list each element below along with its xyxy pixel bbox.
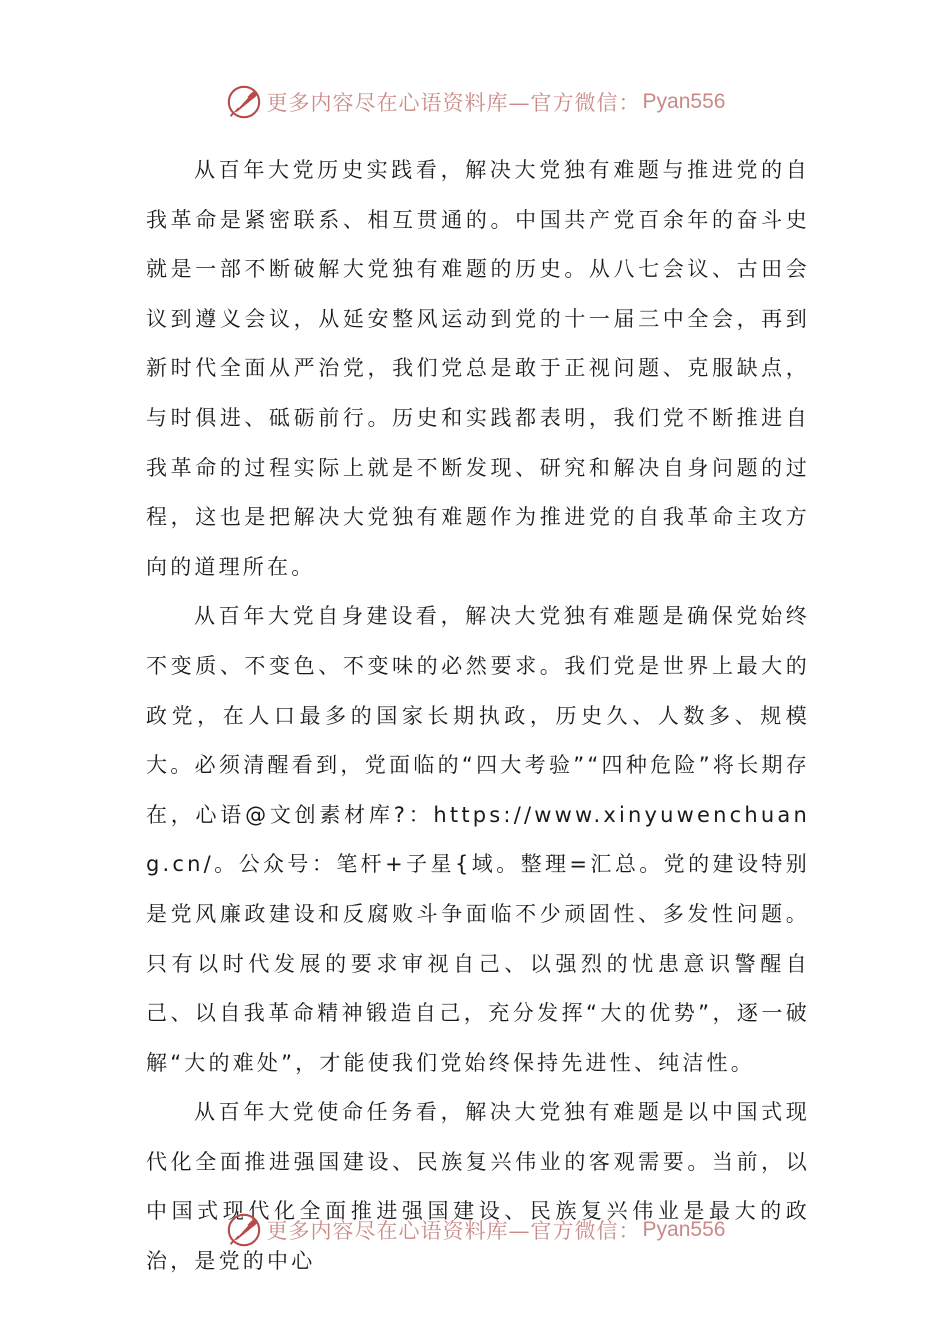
quill-logo-icon [225,83,263,121]
document-body [146,146,810,1287]
header-text: 更多内容尽在心语资料库—官方微信： [266,91,641,115]
footer-text: 更多内容尽在心语资料库—官方微信： [266,1219,641,1243]
paragraph-3: 从百年大党使命任务看，解决大党独有难题是以中国式现代化全面推进强国建设、民族复兴伟业的客观需要。当前，以中国式现代化全面推进强国建设、民族复兴伟业是最大的政治，是党的中心 [146,1100,810,1274]
paragraph-1: 从百年大党历史实践看，解决大党独有难题与推进党的自我革命是紧密联系、相互贯通的。中国共产党百余年的奋斗史就是一部不断破解大党独有难题的历史。从八七会议、古田会议到遵义会议，从延安整风运动到党的十一届三中全会，再到新时代全面从严治党，我们党总是敢于正视问题、克服缺点，与时俱进、砥砺前行。历史和实践都表明，我们党不断推进自我革命的过程实际上就是不断发现、研究和解决自身问题的过程，这也是把解决大党独有难题作为推进党的自我革命主攻方向的道理所在。 [146,158,810,579]
footer-wechat-id: Pyan556 [642,1218,726,1241]
paragraph-2: 从百年大党自身建设看，解决大党独有难题是确保党始终不变质、不变色、不变味的必然要求。我们党是世界上最大的政党，在人口最多的国家长期执政，历史久、人数多、规模大。必须清醒看到，党面临的“四大考验”“四种危险”将长期存在，心语@文创素材库?：https://www.xinyuwenchuang.cn/。公众号：笔杆+子星{域。整理=汇总。党的建设特别是党风廉政建设和反腐败斗争面临不少顽固性、多发性问题。只有以时代发展的要求审视自己、以强烈的忧患意识警醒自己、以自我革命精神锻造自己，充分发挥“大的优势”，逐一破解“大的难处”，才能使我们党始终保持先进性、纯洁性。 [146,604,810,1075]
header-wechat-id: Pyan556 [642,90,726,113]
quill-logo-icon [225,1211,263,1249]
footer-banner [0,1208,950,1252]
header-banner [0,80,950,124]
